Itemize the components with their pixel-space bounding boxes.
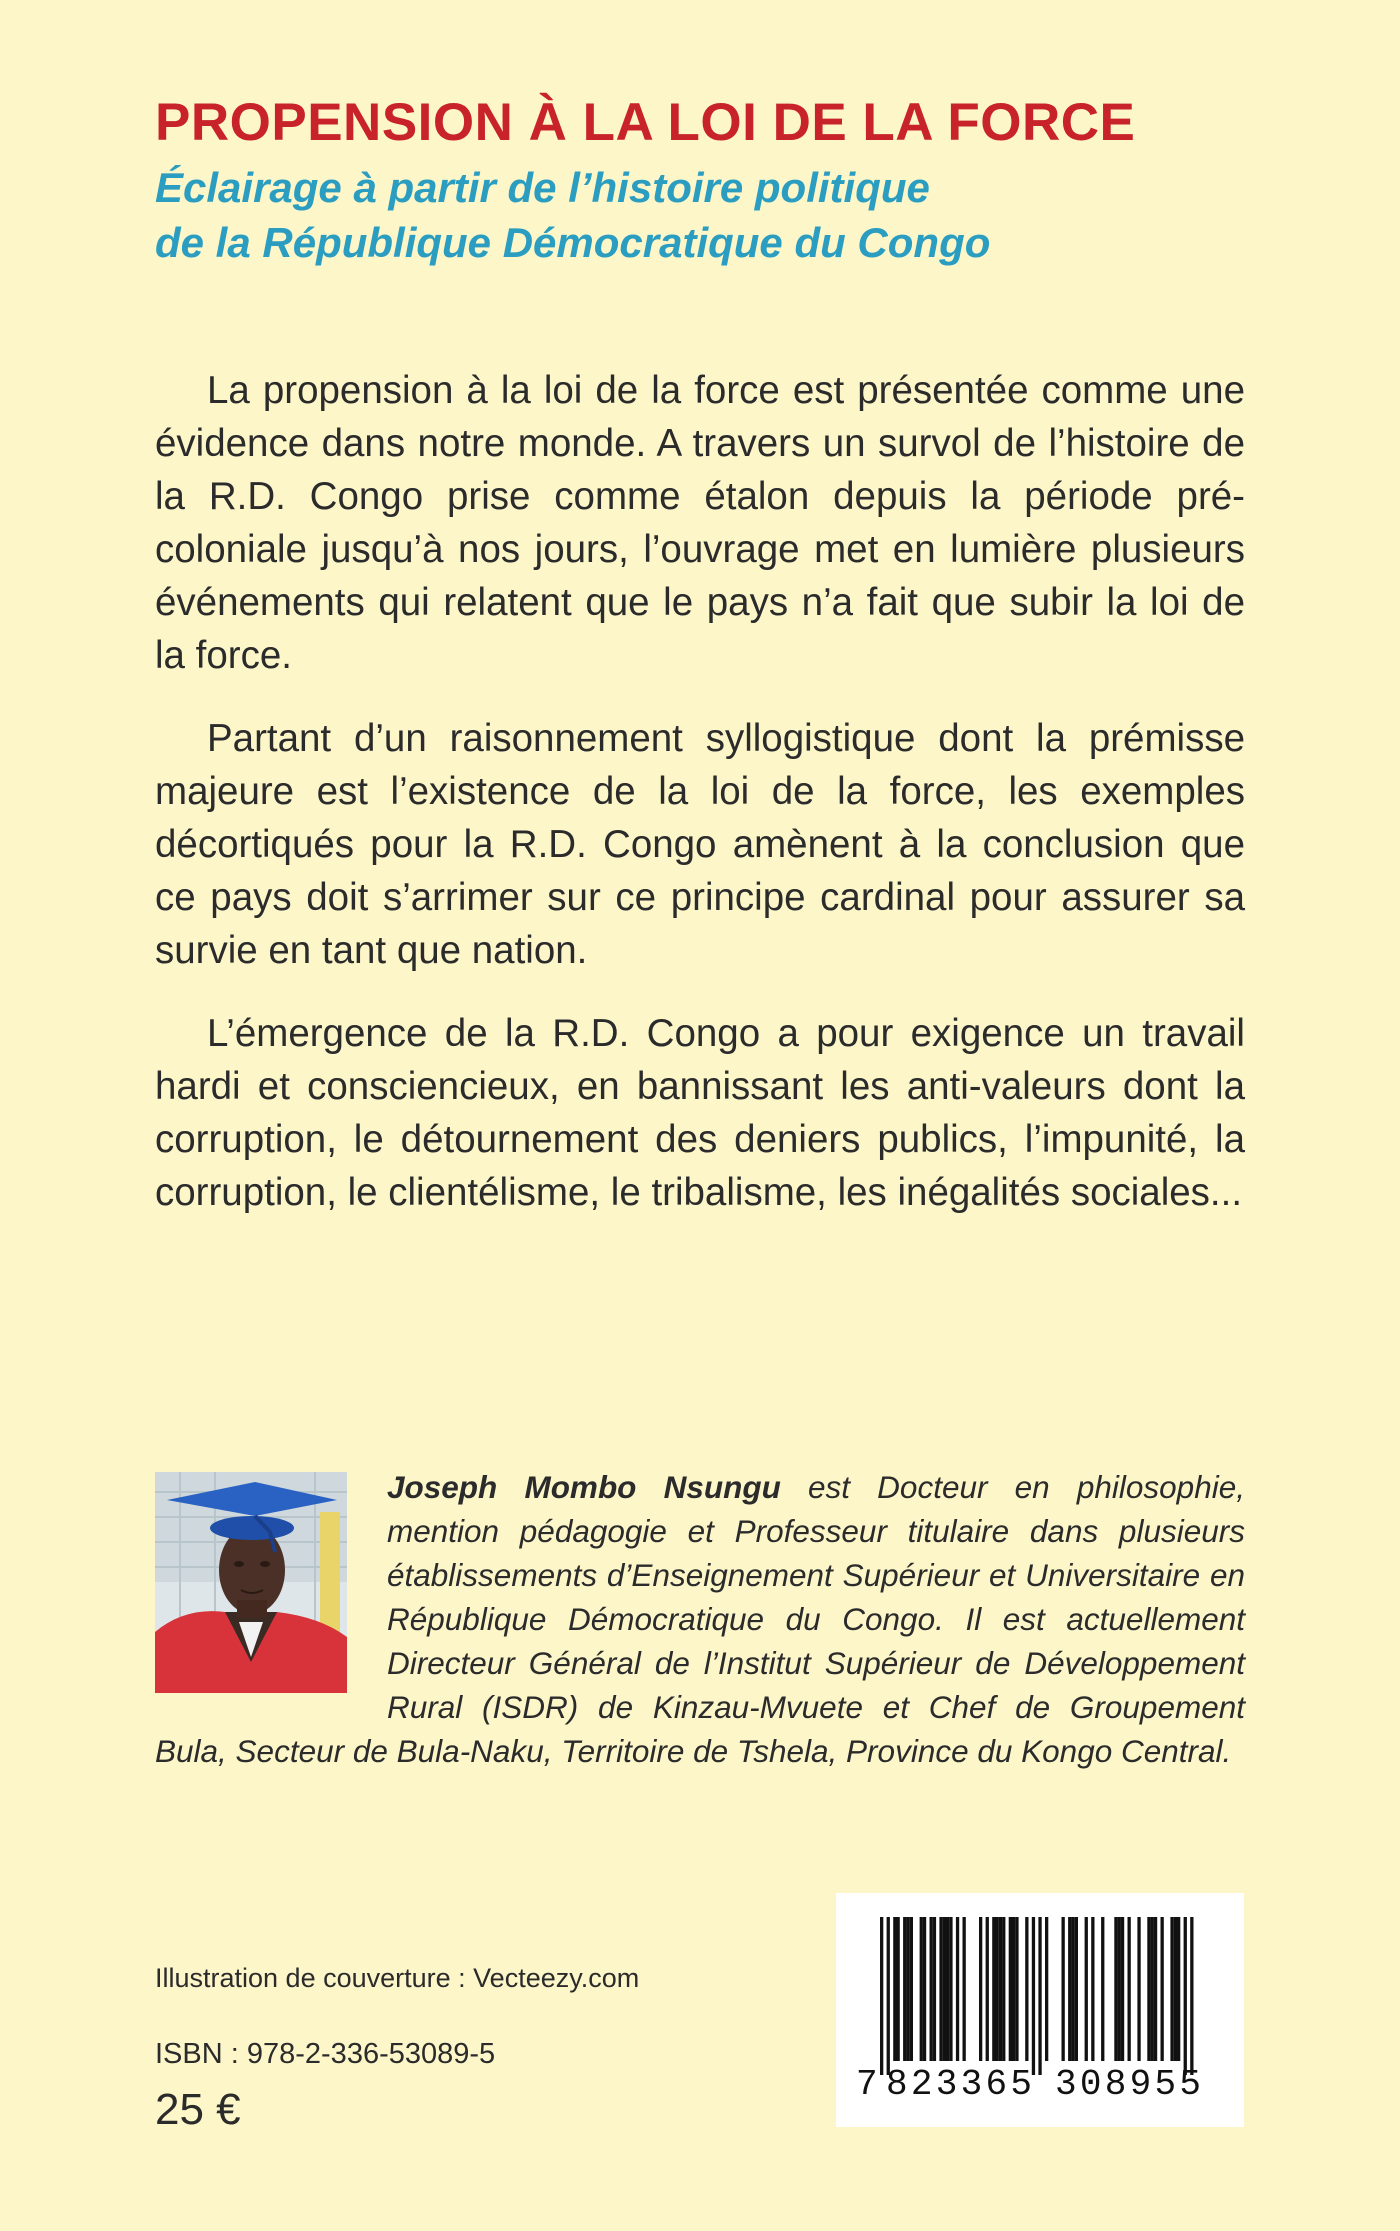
barcode-bar [897, 1917, 900, 2061]
author-photo [155, 1472, 347, 1693]
barcode-bar [1137, 1917, 1140, 2061]
barcode-guard-bar [887, 1917, 890, 2075]
barcode-bar [1068, 1917, 1071, 2061]
barcode-graphic [836, 1893, 1244, 2127]
barcode-bar [946, 1917, 949, 2061]
barcode-guard-bar [880, 1917, 883, 2075]
synopsis [155, 364, 1245, 1249]
barcode-bar [1101, 1917, 1104, 2061]
synopsis-paragraph: L’émergence de la R.D. Congo a pour exigence un travail hardi et consciencieux, en bannissant les anti-valeurs dont la corruption, le détournement des deniers publics, l’impunité, la corruption, le clientélisme, le tribalisme, les inégalités sociales... [155, 1012, 1245, 1214]
illustration-credit: Illustration de couverture : Vecteezy.com [155, 1963, 640, 1993]
barcode-bar [1170, 1917, 1173, 2061]
barcode-bar [1075, 1917, 1078, 2061]
barcode-bar [1012, 1917, 1015, 2061]
barcode-bar [1121, 1917, 1124, 2061]
isbn: ISBN : 978-2-336-53089-5 [155, 2038, 496, 2070]
synopsis-paragraph: Partant d’un raisonnement syllogistique dont la prémisse majeure est l’existence de la loi de la force, les exemples décortiqués pour la R.D. Congo amènent à la conclusion que ce pays doit s’arrimer sur ce principe cardinal pour assurer sa survie en tant que nation. [155, 717, 1245, 972]
subtitle-line-2: de la République Démocratique du Congo [155, 219, 991, 266]
barcode-guard-bar [1038, 1917, 1041, 2075]
barcode-digit-first: 7 [856, 2064, 878, 2105]
barcode-bar [1154, 1917, 1157, 2061]
barcode-bar [979, 1917, 982, 2061]
barcode-bar [956, 1917, 959, 2061]
author-name: Joseph Mombo Nsungu [387, 1469, 781, 1505]
barcode-bar [906, 1917, 909, 2061]
barcode-bar [1025, 1917, 1028, 2061]
barcode-bar [1151, 1917, 1154, 2061]
barcode-bar [893, 1917, 896, 2061]
barcode-bar [910, 1917, 913, 2061]
barcode-bar [943, 1917, 946, 2061]
book-title: PROPENSION À LA LOI DE LA FORCE [155, 93, 1136, 152]
barcode-bar [1161, 1917, 1164, 2061]
barcode-bar [1091, 1917, 1094, 2061]
barcode-bar [992, 1917, 995, 2061]
barcode-bar [923, 1917, 926, 2061]
barcode-bar [1009, 1917, 1012, 2061]
barcode-guard-bar [1190, 1917, 1193, 2075]
barcode-bar [1085, 1917, 1088, 2061]
barcode-bar [996, 1917, 999, 2061]
barcode-digits-left: 823365 [886, 2064, 1032, 2105]
price: 25 € [155, 2085, 241, 2134]
barcode-bar [1174, 1917, 1177, 2061]
barcode-digits-right: 308955 [1055, 2064, 1201, 2105]
barcode-bar [903, 1917, 906, 2061]
barcode-bar [999, 1917, 1002, 2061]
barcode-bar [1045, 1917, 1048, 2061]
barcode-bar [939, 1917, 942, 2061]
barcode-bar [1062, 1917, 1065, 2061]
barcode-bar [933, 1917, 936, 2061]
barcode-bar [1128, 1917, 1131, 2061]
barcode-bar [930, 1917, 933, 2061]
barcode-guard-bar [1184, 1917, 1187, 2075]
barcode-bar [1177, 1917, 1180, 2061]
book-subtitle [155, 160, 990, 270]
barcode-bar [1147, 1917, 1150, 2061]
barcode-bar [1118, 1917, 1121, 2061]
synopsis-paragraph: La propension à la loi de la force est présentée comme une évidence dans notre monde. A travers un survol de l’histoire de la R.D. Congo prise comme étalon depuis la période pré-coloniale jusqu’à nos jours, l’ouvrage met en lumière plusieurs événements qui relatent que le pays n’a fait que subir la loi de la force. [155, 369, 1245, 677]
barcode-bar [949, 1917, 952, 2061]
barcode-bar [1114, 1917, 1117, 2061]
barcode-bar [963, 1917, 966, 2061]
barcode-bar [1015, 1917, 1018, 2061]
subtitle-line-1: Éclairage à partir de l’histoire politique [155, 164, 930, 211]
barcode [836, 1893, 1244, 2127]
barcode-bar [986, 1917, 989, 2061]
barcode-bar [920, 1917, 923, 2061]
barcode-guard-bar [1032, 1917, 1035, 2075]
barcode-bar [1071, 1917, 1074, 2061]
author-bio-text: est Docteur en philosophie, mention pédagogie et Professeur titulaire dans plusieurs établissements d’Enseignement Supérieur et Universitaire en République Démocratique du Congo. Il est actuellement Directeur Général de l’Institut Supérieur de Développement Rural (ISDR) de Kinzau-Mvuete et Chef de Groupement Bula, Secteur de Bula-Naku, Territoire de Tshela, Province du Kongo Central. [155, 1469, 1245, 1769]
barcode-bar [1002, 1917, 1005, 2061]
